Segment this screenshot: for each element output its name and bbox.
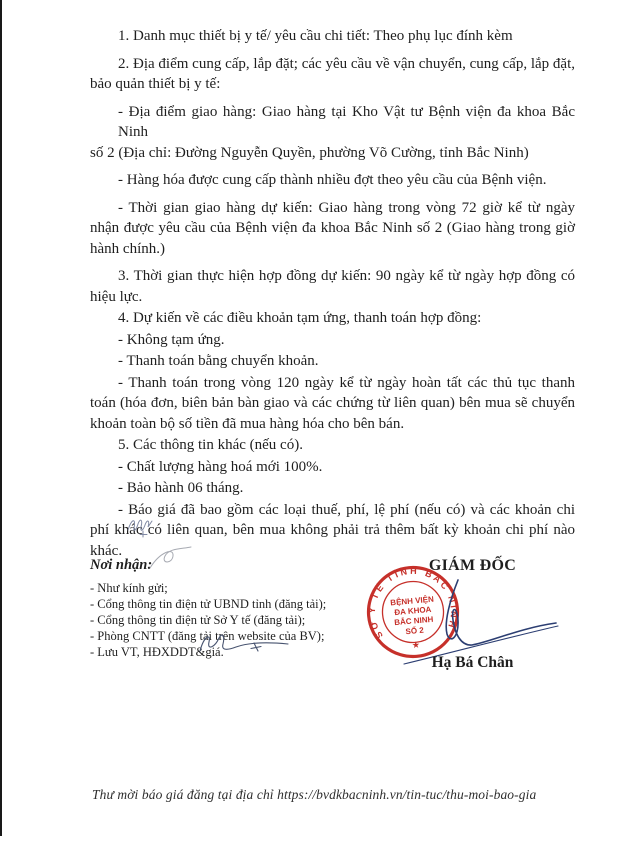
paragraph: [90, 373, 575, 435]
text-line: 4. Dự kiến về các điều khoản tạm ứng, thanh toán hợp đồng:: [118, 310, 482, 326]
recipient-item: - Phòng CNTT (đăng tải trên website của BV);: [90, 629, 325, 643]
paragraph: [90, 435, 575, 456]
text-line: - Địa điểm giao hàng: Giao hàng tại Kho Vật tư Bệnh viện đa khoa Bắc Ninh: [118, 103, 575, 140]
director-title: GIÁM ĐỐC: [428, 557, 517, 574]
text-line: 2. Địa điểm cung cấp, lắp đặt; các yêu cầu về vận chuyển, cung cấp, lắp đặt,: [118, 55, 575, 72]
handwritten-signature-small: [192, 631, 294, 657]
text-line: 3. Thời gian thực hiện hợp đồng dự kiến: 90 ngày kể từ ngày hợp đồng có: [118, 268, 575, 284]
text-line: khác.: [90, 542, 123, 559]
paragraph: [90, 330, 575, 351]
paragraph: [90, 198, 575, 260]
recipients-heading: Nơi nhận:: [90, 557, 153, 573]
seal-center-line-2: ĐA KHOA: [394, 604, 432, 618]
paragraph: [90, 26, 575, 47]
text-line: nhận được yêu cầu của Bệnh viện đa khoa Bắc Ninh số 2 (Giao hàng trong giờ: [90, 220, 575, 236]
paragraph: [90, 54, 575, 95]
text-line: 5. Các thông tin khác (nếu có).: [118, 437, 303, 453]
text-line: - Thanh toán trong vòng 120 ngày kể từ ngày hoàn tất các thủ tục thanh: [118, 374, 575, 391]
paragraph: [90, 102, 575, 164]
handwritten-initials-mark: [123, 510, 159, 538]
paragraph: [90, 266, 575, 307]
text-line: 1. Danh mục thiết bị y tế/ yêu cầu chi tiết: Theo phụ lục đính kèm: [118, 28, 513, 44]
text-line: - Bảo hành 06 tháng.: [118, 480, 244, 496]
seal-ring-text: SỞ Y TẾ TỈNH BẮC NINH: [366, 565, 460, 641]
seal-center-line-3: BẮC NINH: [393, 614, 434, 628]
text-line: số 2 (Địa chỉ: Đường Nguyễn Quyền, phường Võ Cường, tỉnh Bắc Ninh): [90, 144, 529, 161]
text-line: - Thanh toán bằng chuyển khoản.: [118, 353, 319, 369]
paragraph: [90, 351, 575, 372]
text-line: - Không tạm ứng.: [118, 331, 225, 348]
text-line: - Báo giá đã bao gồm các loại thuế, phí, lệ phí (nếu có) và các khoản chi: [118, 501, 575, 518]
text-line: phí khác có liên quan, bên mua không phải trả thêm bất kỳ khoản chi phí nào: [90, 522, 575, 538]
document-body: [90, 25, 575, 561]
paragraph: [90, 308, 575, 329]
recipient-item: - Cổng thông tin điện tử Sở Y tế (đăng tải);: [90, 613, 306, 627]
text-line: - Chất lượng hàng hoá mới 100%.: [118, 458, 323, 475]
text-line: hành chính.): [90, 240, 165, 257]
text-line: hiệu lực.: [90, 288, 143, 305]
paragraph: [90, 170, 575, 191]
text-line: khoản toàn bộ số tiền đã mua hàng hóa cho bên bán.: [90, 415, 405, 432]
text-line: bảo quản thiết bị y tế:: [90, 76, 221, 92]
recipient-item: - Cổng thông tin điện tử UBND tỉnh (đăng tải);: [90, 597, 327, 611]
text-line: - Thời gian giao hàng dự kiến: Giao hàng trong vòng 72 giờ kể từ ngày: [118, 199, 575, 216]
seal-center-line-1: BỆNH VIỆN: [389, 594, 435, 608]
text-line: - Hàng hóa được cung cấp thành nhiều đợt theo yêu cầu của Bệnh viện.: [118, 172, 547, 188]
scan-edge-artifact: [0, 0, 2, 836]
seal-star-icon: ★: [411, 639, 421, 651]
seal-center-line-4: SỐ 2: [405, 625, 425, 637]
paragraph: [90, 478, 575, 499]
recipient-item: - Lưu VT, HĐXDDT&giá.: [90, 645, 224, 659]
paragraph: [90, 457, 575, 478]
text-line: toán (hóa đơn, biên bản bàn giao và các chứng từ liên quan) bên mua sẽ chuyển: [90, 395, 575, 411]
recipient-item: - Như kính gửi;: [90, 581, 168, 595]
signer-name: Hạ Bá Chân: [431, 654, 514, 671]
handwritten-flourish-mark: [146, 546, 194, 572]
page-footer-note: Thư mời báo giá đăng tại địa chỉ https://bvdkbacninh.vn/tin-tuc/thu-moi-bao-gia: [92, 787, 537, 802]
